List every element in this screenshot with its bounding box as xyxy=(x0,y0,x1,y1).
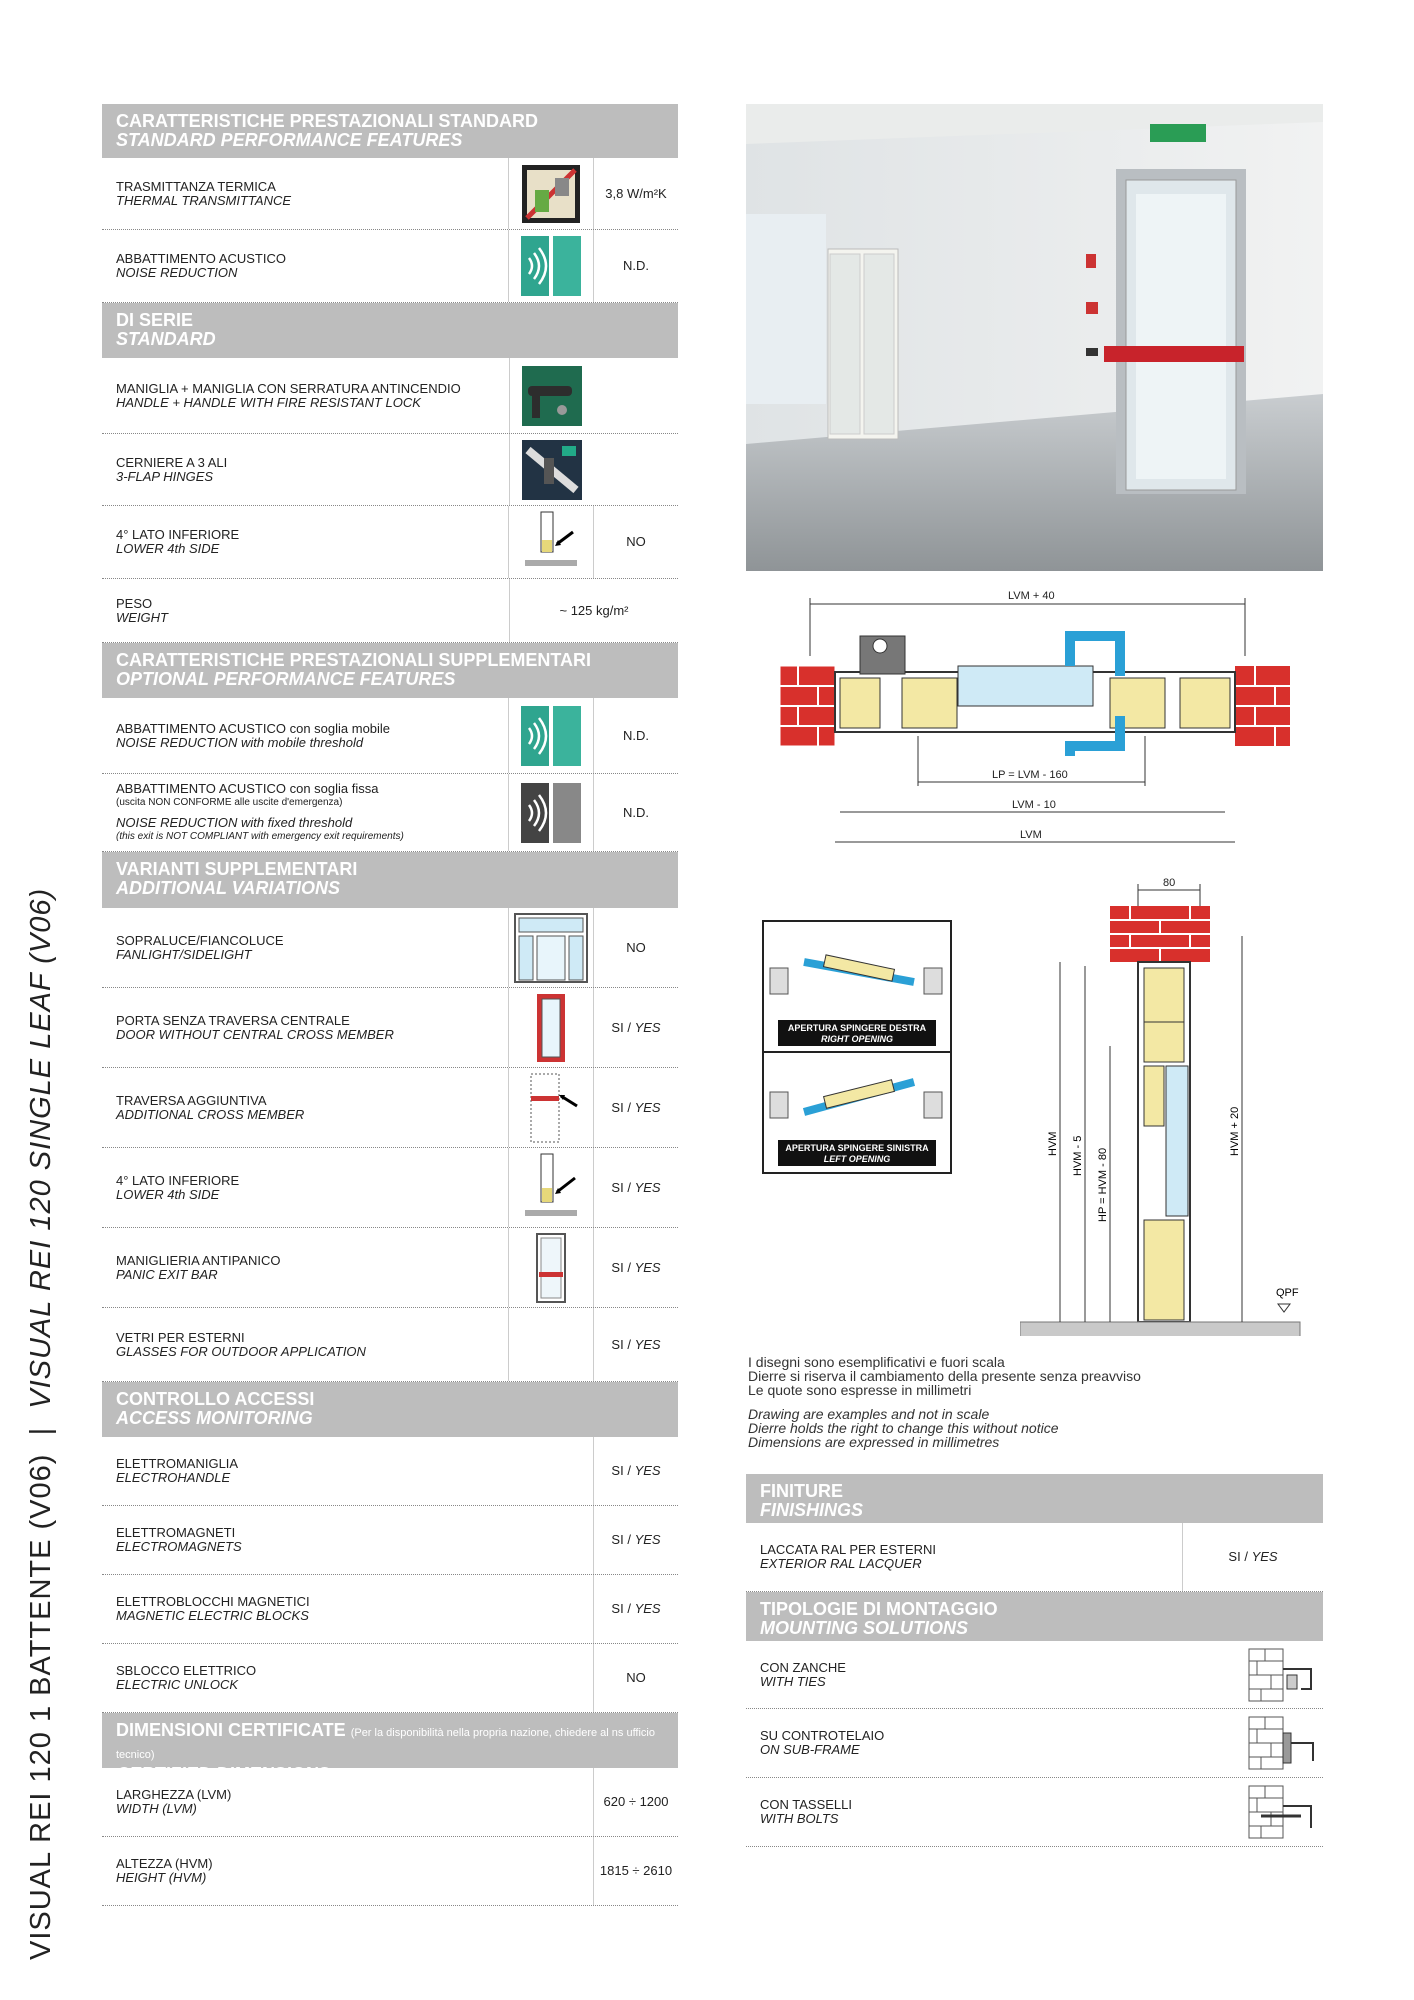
value: N.D. xyxy=(593,698,678,773)
value: N.D. xyxy=(593,774,678,851)
value: N.D. xyxy=(593,230,678,302)
label-it: PORTA SENZA TRAVERSA CENTRALE xyxy=(116,1012,350,1028)
lower-side-icon xyxy=(508,506,593,578)
row-width xyxy=(102,1768,678,1837)
value: 620 ÷ 1200 xyxy=(593,1768,678,1836)
row-height xyxy=(102,1837,678,1906)
row-hinges xyxy=(102,434,678,506)
row-ties xyxy=(746,1641,1323,1709)
label-it: LARGHEZZA (LVM) xyxy=(116,1787,232,1802)
value: NO xyxy=(593,506,678,578)
row-no-cross xyxy=(102,988,678,1068)
label-en: DOOR WITHOUT CENTRAL CROSS MEMBER xyxy=(116,1026,394,1042)
value xyxy=(1182,1523,1323,1591)
label-en: PANIC EXIT BAR xyxy=(116,1266,218,1282)
value-it: SI / xyxy=(1228,1549,1248,1564)
thermal-icon xyxy=(508,158,593,229)
label-en-note: (this exit is NOT COMPLIANT with emergency exit requirements) xyxy=(116,830,404,842)
section-header-series xyxy=(102,303,678,358)
note-en-2: Dierre holds the right to change this without notice xyxy=(748,1420,1059,1436)
right-opening-it: APERTURA SPINGERE DESTRA xyxy=(787,1023,927,1033)
dim-hvm-plus-20: HVM + 20 xyxy=(1229,1106,1241,1156)
section-header-standard-performance xyxy=(102,104,678,158)
bolts-mount-icon xyxy=(1239,1778,1323,1846)
row-magnetic-blocks xyxy=(102,1575,678,1644)
value-it: SI / xyxy=(611,1019,631,1035)
row-lacquer xyxy=(746,1523,1323,1592)
label-it: SU CONTROTELAIO xyxy=(760,1728,885,1743)
label-it: ABBATTIMENTO ACUSTICO con soglia fissa xyxy=(116,780,379,796)
label-en: WITH TIES xyxy=(760,1673,826,1689)
opening-directions xyxy=(762,920,952,1174)
value-en: YES xyxy=(634,1019,661,1035)
label-it: CON ZANCHE xyxy=(760,1659,846,1675)
label-en: LOWER 4th SIDE xyxy=(116,541,220,556)
label-en: ELECTROMAGNETS xyxy=(116,1539,242,1554)
spec-table xyxy=(102,104,678,1906)
header-it: CARATTERISTICHE PRESTAZIONALI SUPPLEMENTARI xyxy=(116,650,592,670)
row-handle xyxy=(102,358,678,434)
label-en: FANLIGHT/SIDELIGHT xyxy=(116,946,252,962)
door-photo xyxy=(746,104,1323,571)
header-en: STANDARD PERFORMANCE FEATURES xyxy=(116,130,463,150)
label-it: 4° LATO INFERIORE xyxy=(116,527,240,542)
left-opening-it: APERTURA SPINGERE SINISTRA xyxy=(785,1143,929,1153)
label-en: ON SUB-FRAME xyxy=(760,1742,860,1757)
header-it: CONTROLLO ACCESSI xyxy=(116,1389,315,1409)
value-it: SI / xyxy=(611,1099,631,1115)
dim-80: 80 xyxy=(1163,877,1176,889)
value-en: YES xyxy=(634,1336,661,1352)
row-fanlight xyxy=(102,908,678,988)
value: ~ 125 kg/m² xyxy=(509,579,678,642)
header-it: DI SERIE xyxy=(116,310,194,330)
finishings-table xyxy=(746,1474,1323,1847)
value xyxy=(593,1308,678,1381)
value-it: SI / xyxy=(611,1179,631,1195)
right-wall xyxy=(1235,666,1290,746)
row-thermal xyxy=(102,158,678,230)
label-en: ELECTROHANDLE xyxy=(116,1470,231,1485)
header-en: STANDARD xyxy=(116,329,216,349)
note-en-1: Drawing are examples and not in scale xyxy=(748,1406,990,1422)
label-it: VETRI PER ESTERNI xyxy=(116,1329,245,1345)
header-en: OPTIONAL PERFORMANCE FEATURES xyxy=(116,669,456,689)
dim-qpf: QPF xyxy=(1276,1287,1299,1299)
header-it-note: (Per la disponibilità nella propria nazione, chiedere al ns ufficio tecnico) xyxy=(116,1727,655,1761)
label-en: MAGNETIC ELECTRIC BLOCKS xyxy=(116,1608,309,1623)
header-it: FINITURE xyxy=(760,1481,843,1501)
value-it: SI / xyxy=(611,1259,631,1275)
row-additional-cross xyxy=(102,1068,678,1148)
door-no-cross-icon xyxy=(508,988,593,1067)
label-it: ABBATTIMENTO ACUSTICO con soglia mobile xyxy=(116,720,391,736)
header-it: TIPOLOGIE DI MONTAGGIO xyxy=(760,1599,998,1619)
sound-icon xyxy=(508,698,593,773)
value-it: SI / xyxy=(611,1463,631,1478)
label-en: THERMAL TRANSMITTANCE xyxy=(116,192,292,208)
header-en: CERTIFIED DIMENSIONS xyxy=(116,1764,330,1784)
header-en: ADDITIONAL VARIATIONS xyxy=(116,878,340,898)
value-en: YES xyxy=(1251,1549,1278,1564)
header-en-note: (Ask our technical assistance office for availability in your country) xyxy=(334,1771,656,1783)
plan-section-drawing xyxy=(780,586,1300,846)
dim-hvm: HVM xyxy=(1047,1131,1059,1156)
subframe-mount-icon xyxy=(1239,1709,1323,1777)
fanlight-icon xyxy=(508,908,593,987)
lower-side-icon xyxy=(508,1148,593,1227)
label-en: LOWER 4th SIDE xyxy=(116,1186,220,1202)
value-it: SI / xyxy=(611,1601,631,1616)
note-it-1: I disegni sono esemplificativi e fuori scala xyxy=(748,1354,1005,1370)
section-header-dimensions xyxy=(102,1713,678,1784)
row-lower-side-optional xyxy=(102,1148,678,1228)
left-wall xyxy=(780,666,835,746)
row-lower-side-standard xyxy=(102,506,678,579)
section-header-access xyxy=(102,1382,678,1437)
row-bolts xyxy=(746,1778,1323,1847)
value xyxy=(593,1148,678,1227)
value-en: YES xyxy=(634,1463,661,1478)
row-electromagnets xyxy=(102,1506,678,1575)
value-en: YES xyxy=(634,1601,661,1616)
hinge-icon xyxy=(509,434,594,505)
label-en: 3-FLAP HINGES xyxy=(116,468,214,484)
ties-mount-icon xyxy=(1239,1641,1323,1708)
label-it: MANIGLIERIA ANTIPANICO xyxy=(116,1252,281,1268)
label-it: ELETTROMAGNETI xyxy=(116,1525,236,1540)
label-en: WIDTH (LVM) xyxy=(116,1801,197,1816)
drawing-notes xyxy=(748,1355,1141,1449)
value: NO xyxy=(593,1644,678,1712)
vertical-section-drawing xyxy=(1020,876,1320,1336)
row-panic-bar xyxy=(102,1228,678,1308)
label-it: ELETTROBLOCCHI MAGNETICI xyxy=(116,1594,310,1609)
side-title-it: VISUAL REI 120 1 BATTENTE (V06) xyxy=(25,1453,57,1960)
label-en: HANDLE + HANDLE WITH FIRE RESISTANT LOCK xyxy=(116,394,421,410)
side-title xyxy=(25,887,58,1960)
label-it: MANIGLIA + MANIGLIA CON SERRATURA ANTINCENDIO xyxy=(116,380,461,396)
panic-bar-icon xyxy=(508,1228,593,1307)
row-weight xyxy=(102,579,678,643)
label-it: CERNIERE A 3 ALI xyxy=(116,454,228,470)
label-it-note: (uscita NON CONFORME alle uscite d'emergenza) xyxy=(116,796,343,808)
label-it: PESO xyxy=(116,595,153,611)
handle-icon xyxy=(509,358,594,433)
label-en: NOISE REDUCTION with mobile threshold xyxy=(116,734,364,750)
dim-lvm-plus-40: LVM + 40 xyxy=(1008,590,1055,602)
label-en: NOISE REDUCTION with fixed threshold xyxy=(116,814,353,830)
row-electric-unlock xyxy=(102,1644,678,1713)
row-electrohandle xyxy=(102,1437,678,1506)
value xyxy=(593,1506,678,1574)
header-en: ACCESS MONITORING xyxy=(116,1408,313,1428)
label-it: SOPRALUCE/FIANCOLUCE xyxy=(116,932,284,948)
section-header-variations xyxy=(102,852,678,908)
label-en: HEIGHT (HVM) xyxy=(116,1870,207,1885)
row-noise-fixed xyxy=(102,774,678,852)
header-it: VARIANTI SUPPLEMENTARI xyxy=(116,859,358,879)
label-en: WITH BOLTS xyxy=(760,1811,839,1826)
value: NO xyxy=(593,908,678,987)
value-en: YES xyxy=(634,1259,661,1275)
dim-hvm-minus-5: HVM - 5 xyxy=(1072,1135,1084,1176)
note-it-3: Le quote sono espresse in millimetri xyxy=(748,1382,972,1398)
dim-lvm-minus-10: LVM - 10 xyxy=(1012,799,1056,811)
label-it: TRASMITTANZA TERMICA xyxy=(116,178,276,194)
label-en: ELECTRIC UNLOCK xyxy=(116,1677,239,1692)
label-it: LACCATA RAL PER ESTERNI xyxy=(760,1542,937,1557)
sound-icon-gray xyxy=(508,774,593,851)
row-noise-mobile xyxy=(102,698,678,774)
label-it: ELETTROMANIGLIA xyxy=(116,1456,239,1471)
dim-lvm: LVM xyxy=(1020,829,1042,841)
row-subframe xyxy=(746,1709,1323,1778)
label-it: 4° LATO INFERIORE xyxy=(116,1172,240,1188)
right-opening-en: RIGHT OPENING xyxy=(820,1034,894,1044)
sound-icon xyxy=(508,230,593,302)
value xyxy=(593,1068,678,1147)
value xyxy=(593,1228,678,1307)
value: 1815 ÷ 2610 xyxy=(593,1837,678,1905)
header-en: FINISHINGS xyxy=(760,1500,864,1520)
label-it: ABBATTIMENTO ACUSTICO xyxy=(116,251,286,266)
section-header-optional-performance xyxy=(102,643,678,698)
label-en: WEIGHT xyxy=(116,609,168,625)
row-noise xyxy=(102,230,678,303)
label-it: TRAVERSA AGGIUNTIVA xyxy=(116,1092,267,1108)
label-en: NOISE REDUCTION xyxy=(116,265,238,280)
header-it: DIMENSIONI CERTIFICATE xyxy=(116,1720,346,1740)
section-header-finishings xyxy=(746,1474,1323,1523)
label-it: SBLOCCO ELETTRICO xyxy=(116,1663,257,1678)
header-it: CARATTERISTICHE PRESTAZIONALI STANDARD xyxy=(116,111,538,131)
value xyxy=(593,1437,678,1505)
value-en: YES xyxy=(634,1532,661,1547)
value-en: YES xyxy=(634,1099,661,1115)
dim-hp: HP = HVM - 80 xyxy=(1097,1147,1109,1222)
side-title-en: VISUAL REI 120 SINGLE LEAF (V06) xyxy=(25,887,57,1409)
dim-lp: LP = LVM - 160 xyxy=(992,769,1068,781)
section-header-mounting xyxy=(746,1592,1323,1641)
label-it: ALTEZZA (HVM) xyxy=(116,1856,213,1871)
left-opening-en: LEFT OPENING xyxy=(823,1154,891,1164)
header-en: MOUNTING SOLUTIONS xyxy=(760,1618,968,1638)
value xyxy=(593,1575,678,1643)
value-it: SI / xyxy=(611,1532,631,1547)
side-title-separator: | xyxy=(25,1426,57,1436)
label-en: GLASSES FOR OUTDOOR APPLICATION xyxy=(116,1343,366,1359)
label-en: EXTERIOR RAL LACQUER xyxy=(760,1556,922,1571)
label-en: ADDITIONAL CROSS MEMBER xyxy=(116,1106,305,1122)
value-it: SI / xyxy=(611,1336,631,1352)
value-en: YES xyxy=(634,1179,661,1195)
value: 3,8 W/m²K xyxy=(593,158,678,229)
cross-member-icon xyxy=(508,1068,593,1147)
value xyxy=(593,988,678,1067)
label-it: CON TASSELLI xyxy=(760,1797,852,1812)
note-en-3: Dimensions are expressed in millimetres xyxy=(748,1434,1000,1450)
row-outdoor-glass xyxy=(102,1308,678,1382)
note-it-2: Dierre si riserva il cambiamento della presente senza preavviso xyxy=(748,1368,1141,1384)
